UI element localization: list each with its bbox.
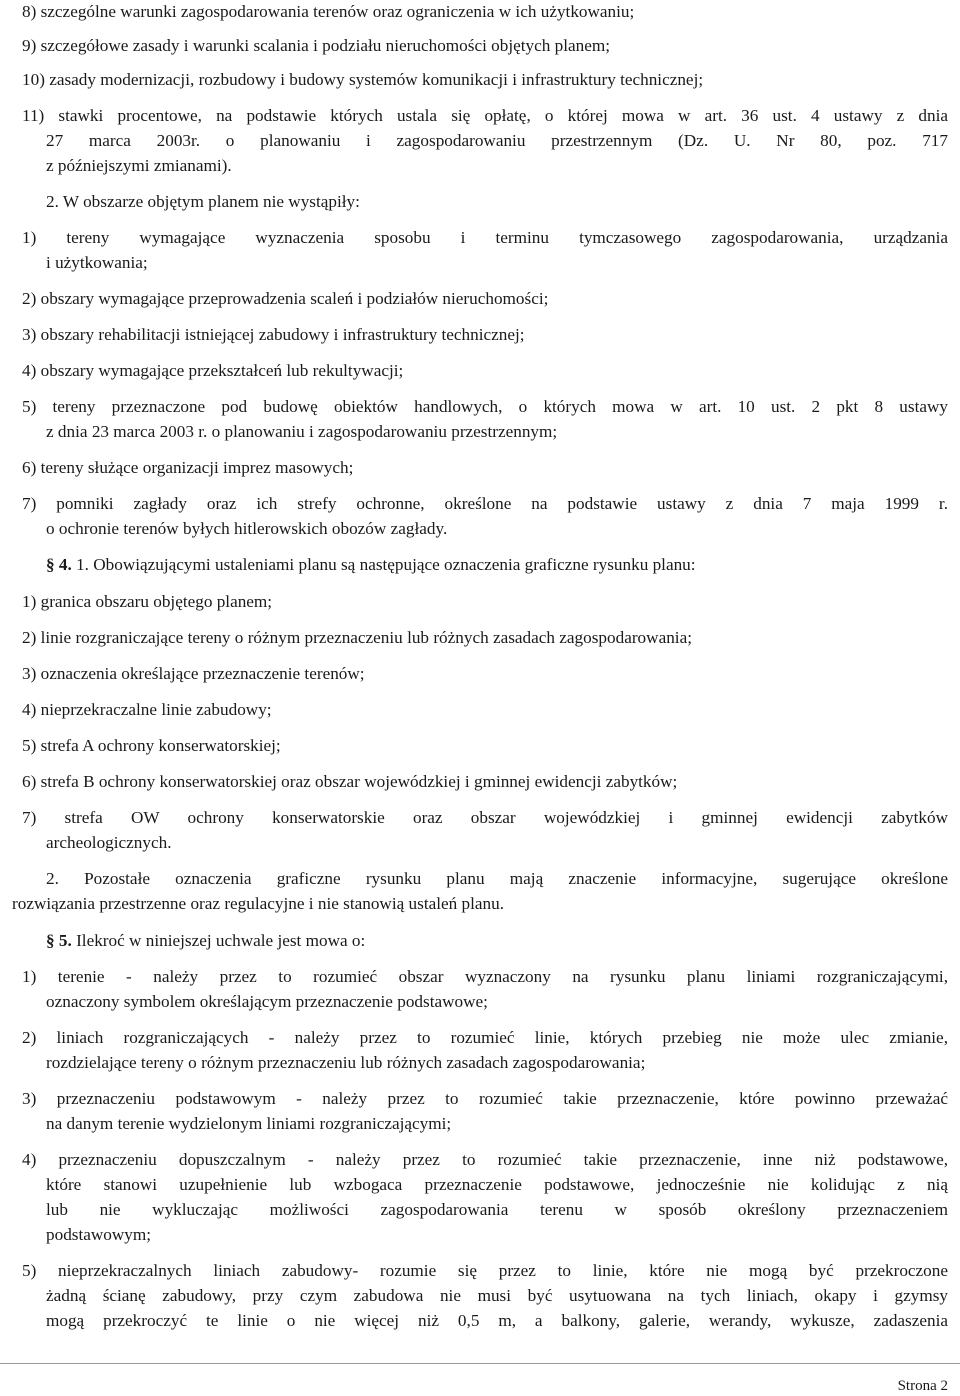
footer-divider bbox=[0, 1363, 960, 1364]
paragraph-continuation: rozwiązania przestrzenne oraz regulacyjne i nie stanowią ustaleń planu. bbox=[12, 894, 505, 913]
paragraph: 2. Pozostałe oznaczenia graficzne rysunku planu mają znaczenie informacyjne, sugerujące określone bbox=[46, 869, 948, 888]
page-number: Strona 2 bbox=[897, 1378, 948, 1394]
list-item-continuation: archeologicznych. bbox=[46, 833, 172, 852]
list-item: 6) strefa B ochrony konserwatorskiej oraz obszar wojewódzkiej i gminnej ewidencji zabytków; bbox=[22, 772, 678, 791]
paragraph-heading bbox=[46, 929, 365, 953]
list-item: 8) szczególne warunki zagospodarowania terenów oraz ograniczenia w ich użytkowaniu; bbox=[22, 2, 635, 21]
list-item: 6) tereny służące organizacji imprez masowych; bbox=[22, 458, 354, 477]
list-item-continuation: lub nie wykluczając możliwości zagospodarowania terenu w sposób określony przeznaczeniem bbox=[46, 1200, 948, 1219]
list-item: 4) nieprzekraczalne linie zabudowy; bbox=[22, 700, 272, 719]
list-item-continuation: oznaczony symbolem określającym przeznaczenie podstawowe; bbox=[46, 992, 488, 1011]
list-item: 3) oznaczenia określające przeznaczenie terenów; bbox=[22, 664, 365, 683]
list-item: 1) tereny wymagające wyznaczenia sposobu i terminu tymczasowego zagospodarowania, urządzania bbox=[22, 228, 948, 247]
list-item: 2) obszary wymagające przeprowadzenia scaleń i podziałów nieruchomości; bbox=[22, 289, 549, 308]
list-item: 1) granica obszaru objętego planem; bbox=[22, 592, 273, 611]
list-item: 5) nieprzekraczalnych liniach zabudowy- rozumie się przez to linie, które nie mogą być przekroczone bbox=[22, 1261, 948, 1280]
list-item-continuation: na danym terenie wydzielonym liniami rozgraniczającymi; bbox=[46, 1114, 452, 1133]
list-item: 10) zasady modernizacji, rozbudowy i budowy systemów komunikacji i infrastruktury technicznej; bbox=[22, 70, 704, 89]
list-item: 4) przeznaczeniu dopuszczalnym - należy przez to rozumieć takie przeznaczenie, inne niż podstawowe, bbox=[22, 1150, 948, 1169]
list-item: 7) strefa OW ochrony konserwatorskie oraz obszar wojewódzkiej i gminnej ewidencji zabytków bbox=[22, 808, 948, 827]
list-item: 11) stawki procentowe, na podstawie których ustala się opłatę, o której mowa w art. 36 ust. 4 ustawy z dnia bbox=[22, 106, 948, 125]
list-item-continuation: mogą przekroczyć te linie o nie więcej niż 0,5 m, a balkony, galerie, werandy, wykusze, zadaszenia bbox=[46, 1311, 948, 1330]
paragraph-heading bbox=[46, 553, 696, 577]
list-item: 2) linie rozgraniczające tereny o różnym przeznaczeniu lub różnych zasadach zagospodarowania; bbox=[22, 628, 692, 647]
list-item: 9) szczegółowe zasady i warunki scalania i podziału nieruchomości objętych planem; bbox=[22, 36, 610, 55]
list-item-continuation: i użytkowania; bbox=[46, 253, 148, 272]
list-item-continuation: rozdzielające tereny o różnym przeznaczeniu lub różnych zasadach zagospodarowania; bbox=[46, 1053, 646, 1072]
paragraph-number: § 5. bbox=[46, 931, 72, 950]
list-item-continuation: żadną ścianę zabudowy, przy czym zabudowa nie musi być usytuowana na tych liniach, okapy i gzymsy bbox=[46, 1286, 948, 1305]
paragraph-number: § 4. bbox=[46, 555, 72, 574]
list-item: 5) strefa A ochrony konserwatorskiej; bbox=[22, 736, 281, 755]
list-item-continuation: które stanowi uzupełnienie lub wzbogaca przeznaczenie podstawowe, jednocześnie nie kolidując z nią bbox=[46, 1175, 948, 1194]
list-item: 3) obszary rehabilitacji istniejącej zabudowy i infrastruktury technicznej; bbox=[22, 325, 525, 344]
paragraph-heading-text: Ilekroć w niniejszej uchwale jest mowa o: bbox=[71, 931, 366, 950]
list-item: 2) liniach rozgraniczających - należy przez to rozumieć linie, których przebieg nie może ulec zmianie, bbox=[22, 1028, 948, 1047]
list-item: 1) terenie - należy przez to rozumieć obszar wyznaczony na rysunku planu liniami rozgraniczającymi, bbox=[22, 967, 948, 986]
list-item: 4) obszary wymagające przekształceń lub rekultywacji; bbox=[22, 361, 404, 380]
list-item-continuation: z dnia 23 marca 2003 r. o planowaniu i zagospodarowaniu przestrzennym; bbox=[46, 422, 558, 441]
list-item: 5) tereny przeznaczone pod budowę obiektów handlowych, o których mowa w art. 10 ust. 2 pkt 8 ustawy bbox=[22, 397, 948, 416]
list-item-continuation: podstawowym; bbox=[46, 1225, 152, 1244]
list-item-continuation: o ochronie terenów byłych hitlerowskich obozów zagłady. bbox=[46, 519, 448, 538]
section-heading: 2. W obszarze objętym planem nie wystąpiły: bbox=[46, 192, 360, 211]
paragraph-heading-text: 1. Obowiązującymi ustaleniami planu są następujące oznaczenia graficzne rysunku planu: bbox=[71, 555, 696, 574]
list-item-continuation: z późniejszymi zmianami). bbox=[46, 156, 232, 175]
list-item: 3) przeznaczeniu podstawowym - należy przez to rozumieć takie przeznaczenie, które powinno przeważać bbox=[22, 1089, 948, 1108]
list-item-continuation: 27 marca 2003r. o planowaniu i zagospodarowaniu przestrzennym (Dz. U. Nr 80, poz. 717 bbox=[46, 131, 948, 150]
list-item: 7) pomniki zagłady oraz ich strefy ochronne, określone na podstawie ustawy z dnia 7 maja 1999 r. bbox=[22, 494, 948, 513]
